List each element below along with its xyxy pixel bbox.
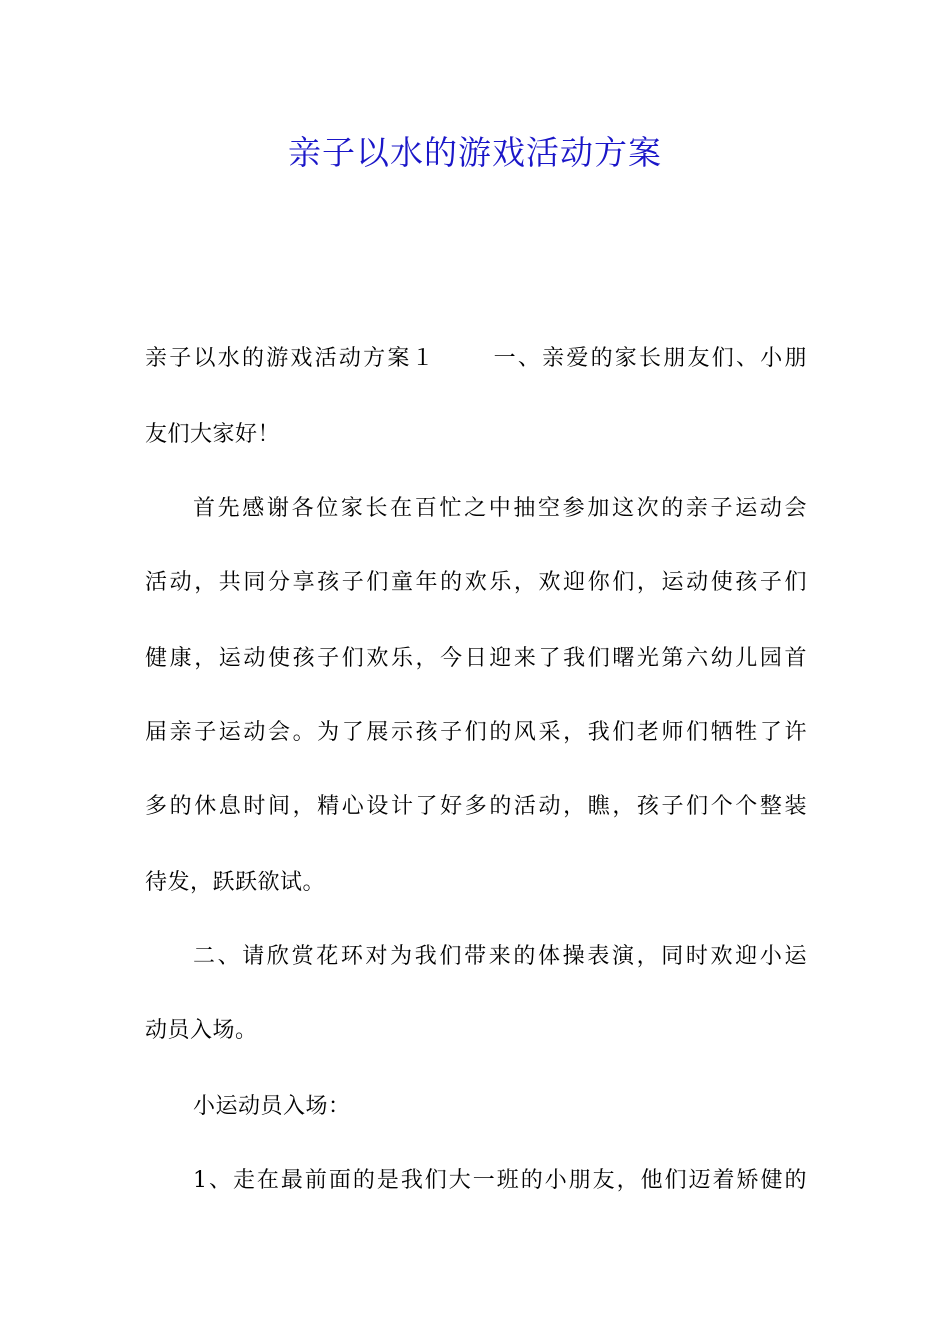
section-heading: 亲子以水的游戏活动方案１ bbox=[145, 346, 436, 371]
paragraph-line-11: 小运动员入场： bbox=[193, 1094, 351, 1119]
document-title: 亲子以水的游戏活动方案 bbox=[288, 133, 662, 172]
paragraph-line-4: 活动，共同分享孩子们童年的欢乐，欢迎你们，运动使孩子们 bbox=[145, 570, 807, 595]
paragraph-line-2: 友们大家好！ bbox=[145, 422, 281, 447]
paragraph-line-3: 首先感谢各位家长在百忙之中抽空参加这次的亲子运动会 bbox=[193, 496, 807, 521]
paragraph-line-10: 动员入场。 bbox=[145, 1018, 258, 1043]
paragraph-line-8: 待发，跃跃欲试。 bbox=[145, 870, 326, 895]
paragraph-line-12: 1、走在最前面的是我们大一班的小朋友，他们迈着矫健的 bbox=[193, 1168, 807, 1193]
paragraph-line-9: 二、请欣赏花环对为我们带来的体操表演，同时欢迎小运 bbox=[193, 944, 807, 969]
paragraph-line-7: 多的休息时间，精心设计了好多的活动，瞧，孩子们个个整装 bbox=[145, 794, 807, 819]
greeting-text: 一、亲爱的家长朋友们、小朋 bbox=[491, 346, 807, 371]
paragraph-line-1 bbox=[145, 344, 807, 374]
paragraph-line-5: 健康，运动使孩子们欢乐，今日迎来了我们曙光第六幼儿园首 bbox=[145, 646, 807, 671]
paragraph-line-6: 届亲子运动会。为了展示孩子们的风采，我们老师们牺牲了许 bbox=[145, 720, 807, 745]
